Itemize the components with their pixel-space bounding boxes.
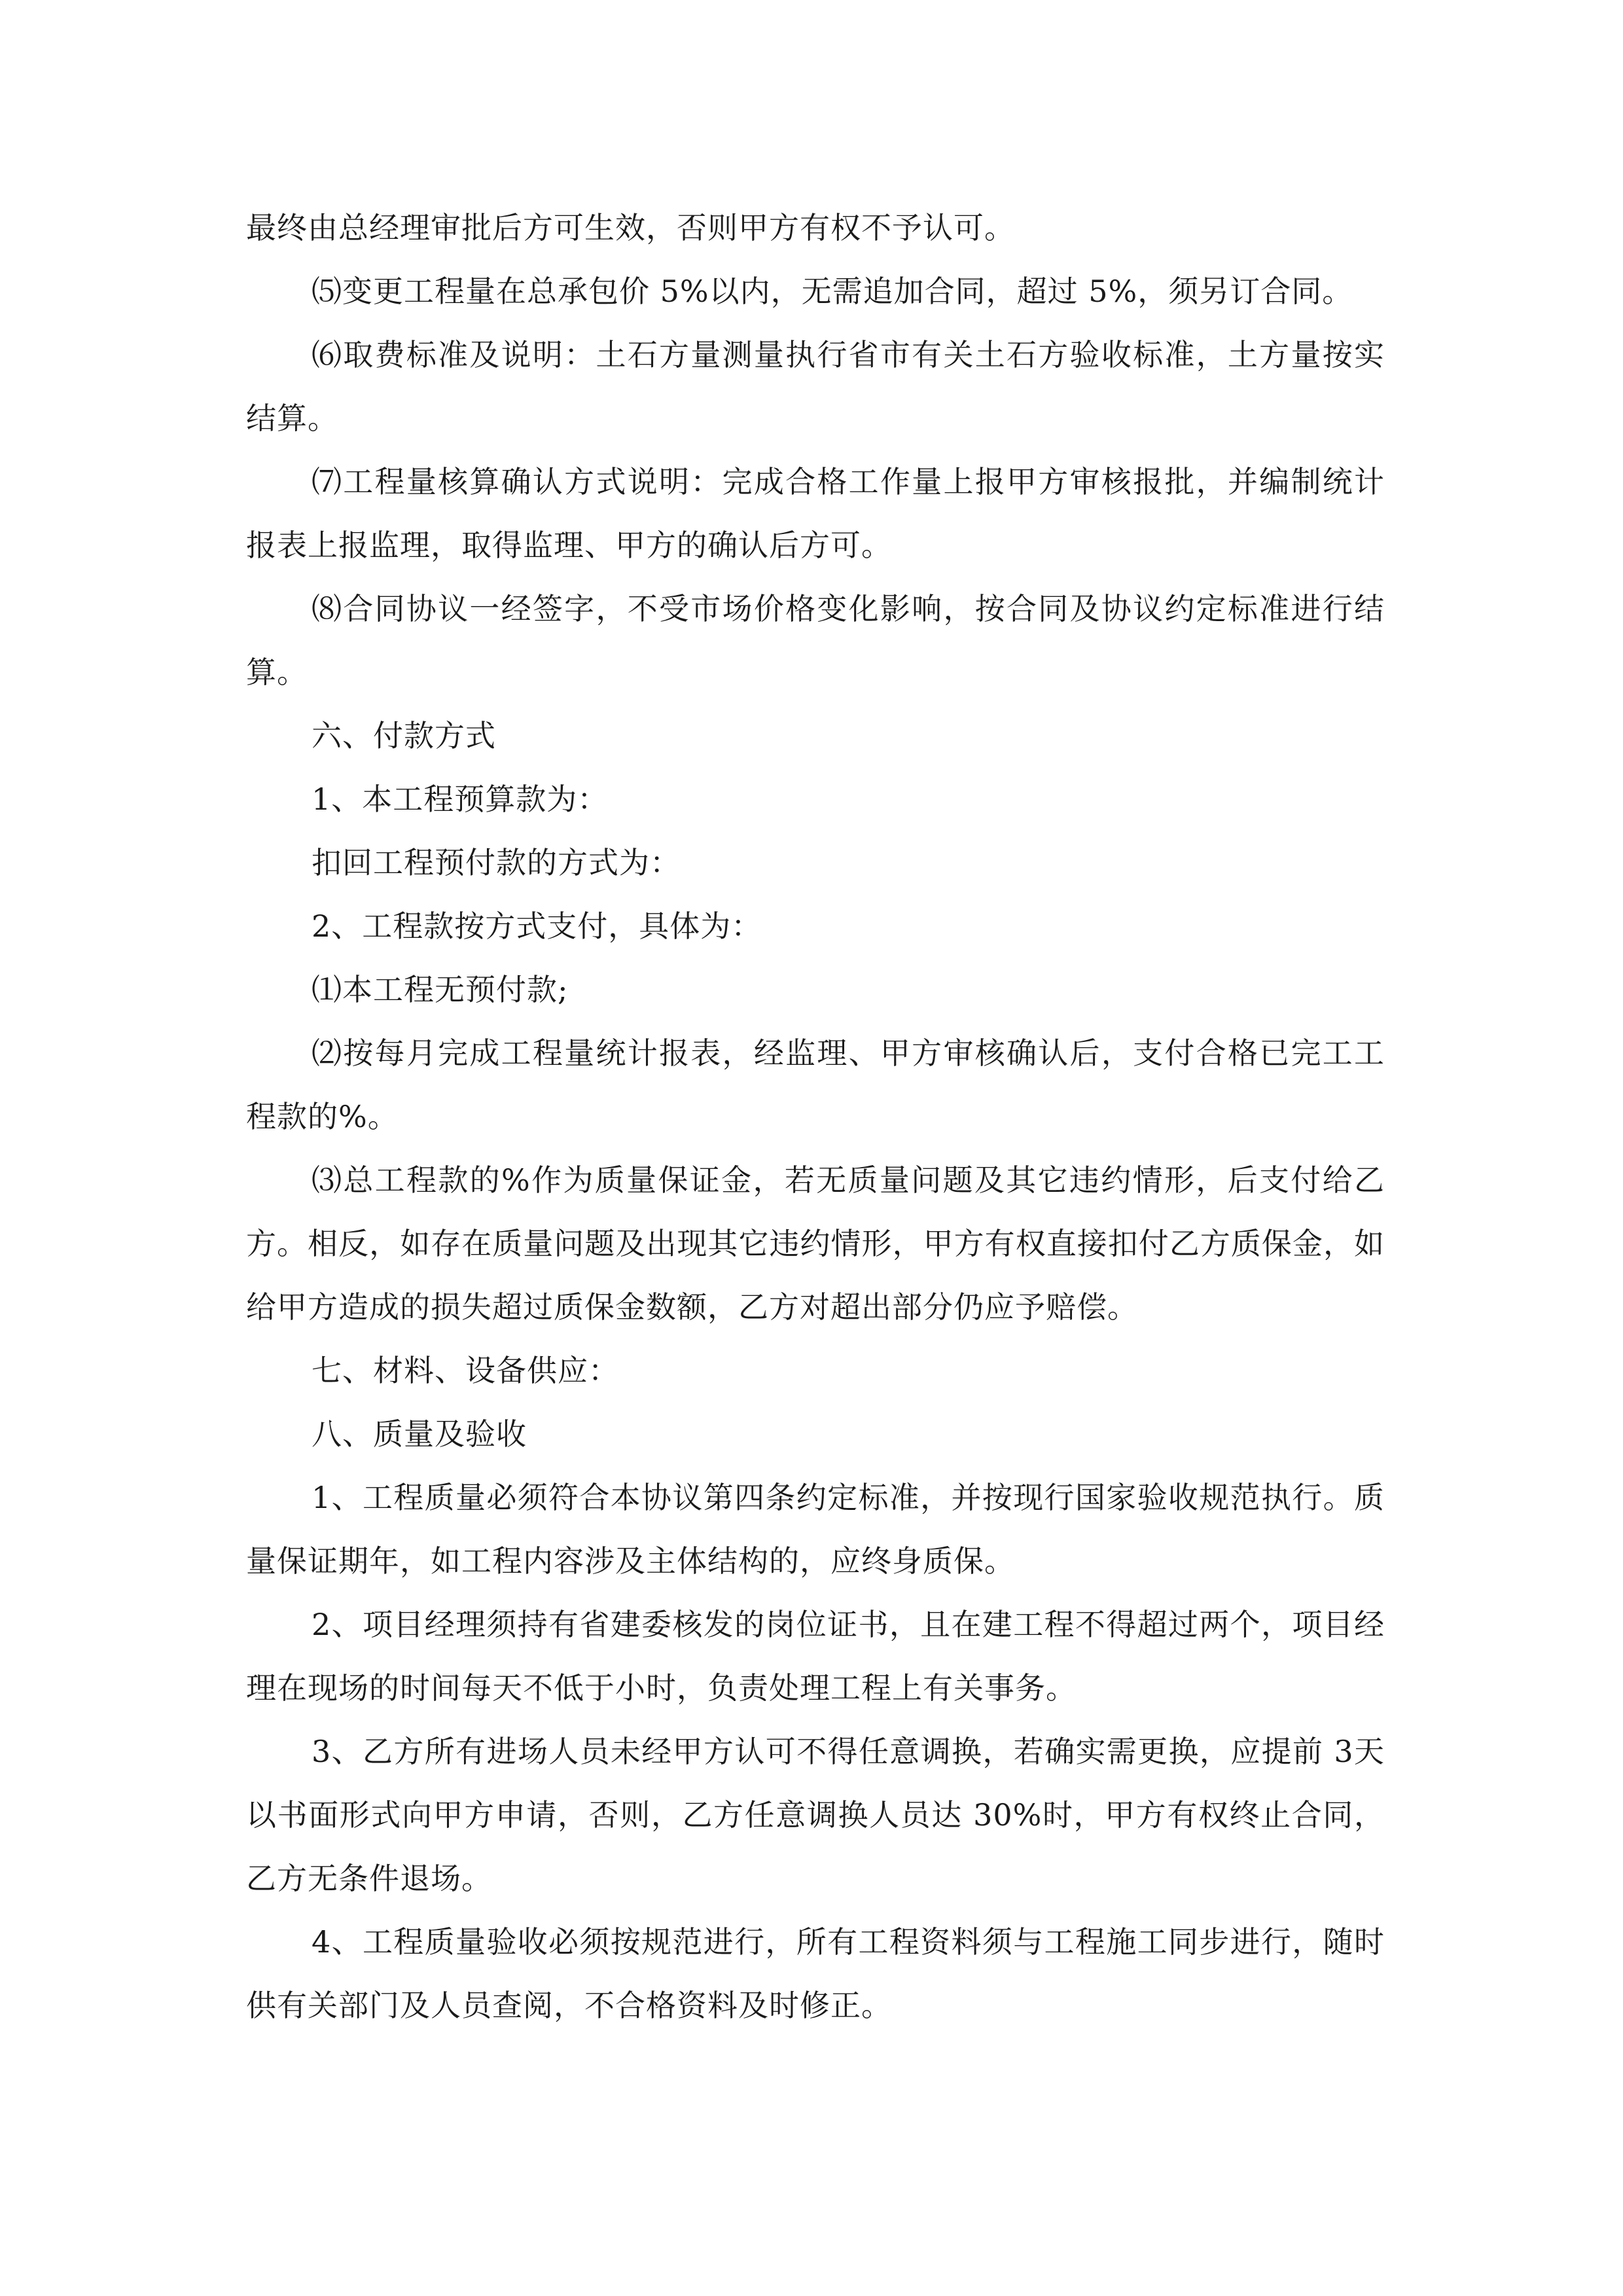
paragraph-quality-3: 3、乙方所有进场人员未经甲方认可不得任意调换，若确实需更换，应提前 3天以书面形式向甲方申请，否则，乙方任意调换人员达 30%时，甲方有权终止合同，乙方无条件退场。	[246, 1734, 1385, 1896]
paragraph-deduction: 扣回工程预付款的方式为：	[312, 845, 681, 880]
paragraph-payment-3: ⑶总工程款的%作为质量保证金，若无质量问题及其它违约情形，后支付给乙方。相反，如存在质量问题及出现其它违约情形，甲方有权直接扣付乙方质保金，如给甲方造成的损失超过质保金数额，乙方对超出部分仍应予赔偿。	[246, 1162, 1385, 1325]
paragraph-payment-method: 2、工程款按方式支付，具体为：	[312, 908, 762, 944]
paragraph-item-7: ⑺工程量核算确认方式说明：完成合格工作量上报甲方审核报批，并编制统计报表上报监理，取得监理、甲方的确认后方可。	[246, 464, 1385, 563]
document-body	[246, 196, 1385, 2037]
paragraph-continuation: 最终由总经理审批后方可生效，否则甲方有权不予认可。	[246, 210, 1015, 245]
section-heading-materials: 七、材料、设备供应：	[312, 1353, 619, 1388]
paragraph-item-8: ⑻合同协议一经签字，不受市场价格变化影响，按合同及协议约定标准进行结算。	[246, 591, 1385, 690]
paragraph-payment-2: ⑵按每月完成工程量统计报表，经监理、甲方审核确认后，支付合格已完工工程款的%。	[246, 1035, 1385, 1134]
paragraph-quality-2: 2、项目经理须持有省建委核发的岗位证书，且在建工程不得超过两个，项目经理在现场的时间每天不低于小时，负责处理工程上有关事务。	[246, 1607, 1385, 1706]
section-heading-quality: 八、质量及验收	[312, 1416, 527, 1452]
paragraph-item-5: ⑸变更工程量在总承包价 5%以内，无需追加合同，超过 5%，须另订合同。	[312, 274, 1353, 309]
paragraph-payment-1: ⑴本工程无预付款;	[312, 972, 569, 1007]
section-heading-payment: 六、付款方式	[312, 718, 496, 753]
paragraph-quality-1: 1、工程质量必须符合本协议第四条约定标准，并按现行国家验收规范执行。质量保证期年，如工程内容涉及主体结构的，应终身质保。	[246, 1480, 1385, 1579]
paragraph-budget: 1、本工程预算款为：	[312, 781, 609, 817]
paragraph-quality-4: 4、工程质量验收必须按规范进行，所有工程资料须与工程施工同步进行，随时供有关部门及人员查阅，不合格资料及时修正。	[246, 1924, 1385, 2023]
paragraph-item-6: ⑹取费标准及说明：土石方量测量执行省市有关土石方验收标准，土方量按实结算。	[246, 337, 1385, 436]
